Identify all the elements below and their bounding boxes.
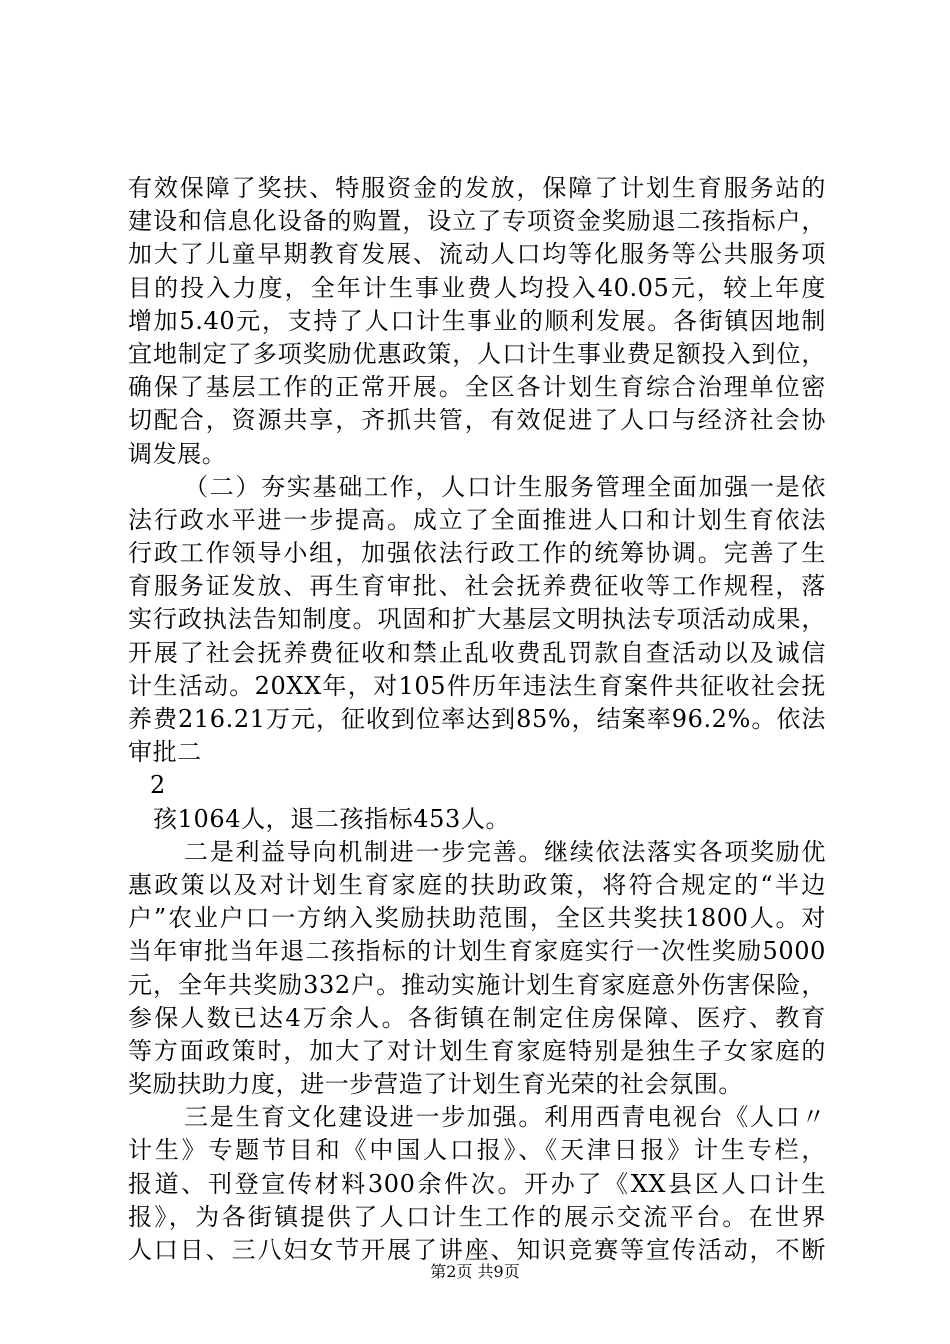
section-heading-line: （二）夯实基础工作，人口计生服务管理全面加强一是依 [184, 472, 826, 501]
page-footer [0, 1262, 950, 1282]
text-line: 育服务证发放、再生育审批、社会抚养费征收等工作规程，落 [128, 572, 826, 601]
text-line: 当年审批当年退二孩指标的计划生育家庭实行一次性奖励5000 [128, 937, 826, 966]
text-line: 增加5.40元，支持了人口计生事业的顺利发展。各街镇因地制 [128, 306, 826, 335]
text-line: 计生活动。20XX年，对105件历年违法生育案件共征收社会抚 [128, 671, 826, 700]
text-line: 宜地制定了多项奖励优惠政策，人口计生事业费足额投入到位， [128, 339, 826, 368]
text-line: 户”农业户口一方纳入奖励扶助范围，全区共奖扶1800人。对 [128, 904, 826, 933]
text-line: 孩1064人，退二孩指标453人。 [153, 804, 511, 833]
text-line: 法行政水平进一步提高。成立了全面推进人口和计划生育依法 [128, 505, 826, 534]
text-line: 计生》专题节目和《中国人口报》、《天津日报》计生专栏， [128, 1136, 826, 1165]
body-text [128, 172, 826, 1267]
text-line: 加大了儿童早期教育发展、流动人口均等化服务等公共服务项 [128, 240, 826, 269]
text-line: 确保了基层工作的正常开展。全区各计划生育综合治理单位密 [128, 373, 826, 402]
text-line: 惠政策以及对计划生育家庭的扶助政策，将符合规定的“半边 [128, 870, 826, 899]
text-line: 行政工作领导小组，加强依法行政工作的统筹协调。完善了生 [128, 539, 826, 568]
text-line: 报道、刊登宣传材料300余件次。开办了《XX县区人口计生 [128, 1169, 826, 1198]
text-line: 报》，为各街镇提供了人口计生工作的展示交流平台。在世界 [128, 1202, 826, 1231]
text-line: 目的投入力度，全年计生事业费人均投入40.05元，较上年度 [128, 273, 826, 302]
text-line: 实行政执法告知制度。巩固和扩大基层文明执法专项活动成果， [128, 605, 826, 634]
text-line: 有效保障了奖扶、特服资金的发放，保障了计划生育服务站的 [128, 174, 826, 202]
text-line: 养费216.21万元，征收到位率达到85%，结案率96.2%。依法 [128, 705, 826, 733]
text-line: 建设和信息化设备的购置，设立了专项资金奖励退二孩指标户， [128, 207, 826, 236]
text-line: 开展了社会抚养费征收和禁止乱收费乱罚款自查活动以及诚信 [128, 638, 826, 667]
text-line: 元，全年共奖励332户。推动实施计划生育家庭意外伤害保险， [128, 970, 826, 999]
text-line: 奖励扶助力度，进一步营造了计划生育光荣的社会氛围。 [128, 1070, 743, 1099]
text-line: 等方面政策时，加大了对计划生育家庭特别是独生子女家庭的 [128, 1036, 826, 1065]
text-line: 人口日、三八妇女节开展了讲座、知识竞赛等宣传活动，不断 [128, 1236, 826, 1264]
text-line: 审批二 [128, 738, 202, 767]
paragraph-start-line: 三是生育文化建设进一步加强。利用西青电视台《人口〃 [184, 1103, 826, 1132]
inline-page-number: 2 [150, 771, 166, 800]
text-line: 切配合，资源共享，齐抓共管，有效促进了人口与经济社会协 [128, 406, 826, 435]
text-line: 参保人数已达4万余人。各街镇在制定住房保障、医疗、教育 [128, 1003, 826, 1032]
paragraph-start-line: 二是利益导向机制进一步完善。继续依法落实各项奖励优 [184, 837, 826, 866]
text-line: 调发展。 [128, 439, 227, 468]
page-number-label: 第2页 共9页 [430, 1262, 520, 1281]
